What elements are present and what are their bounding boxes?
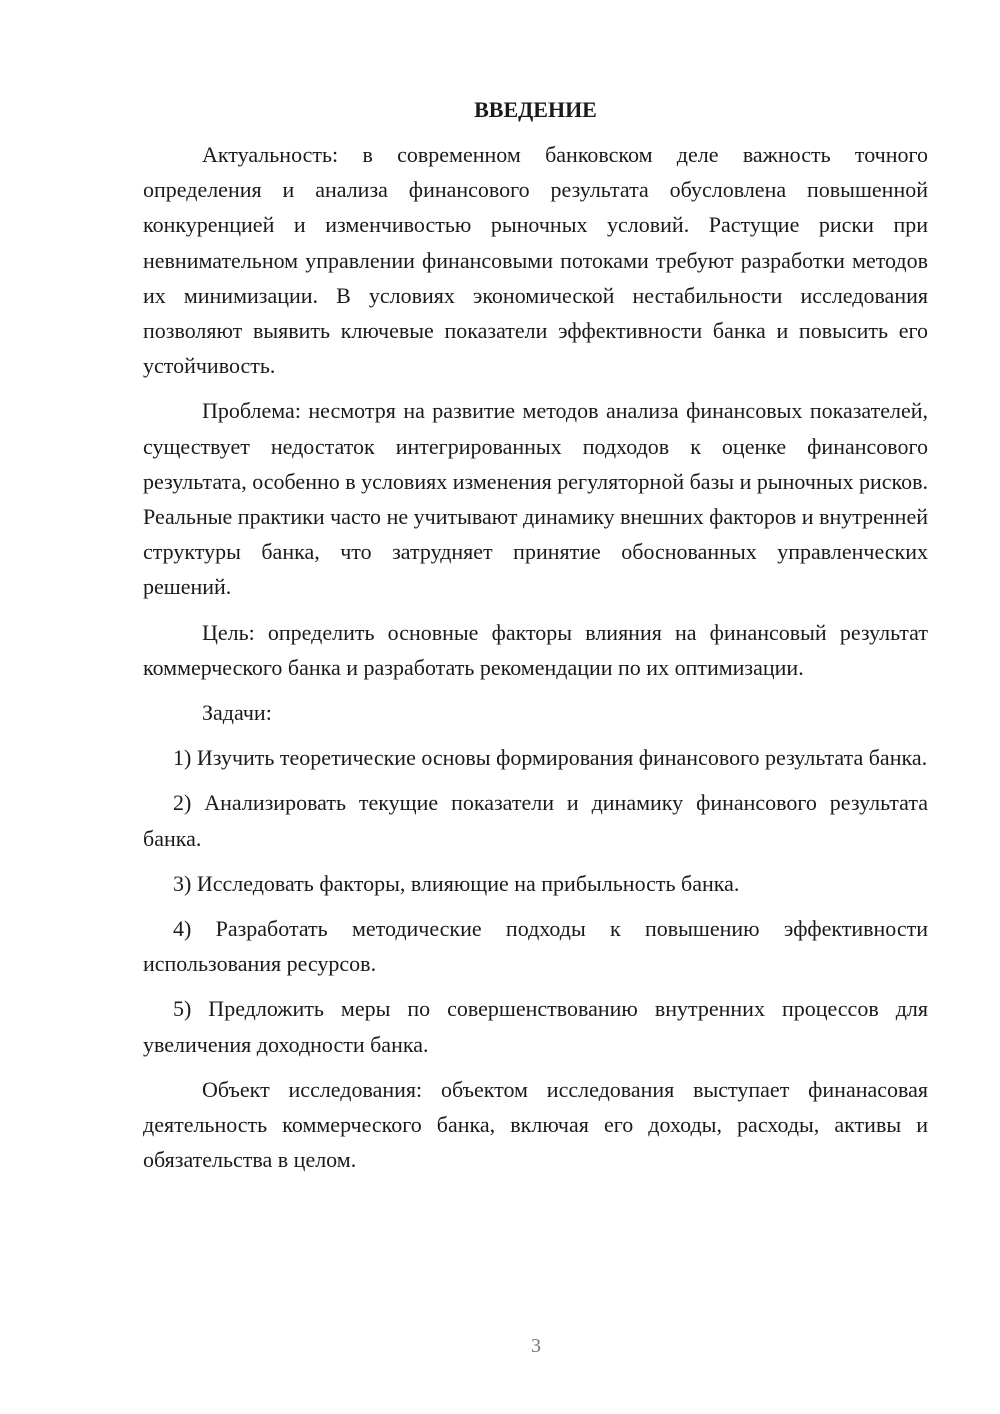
paragraph-relevance: Актуальность: в современном банковском деле важность точного определения и анализа финансового результата обусловлена повышенной конкуренцией и изменчивостью рыночных условий. Растущие риски при невнимательном управлении финансовыми потоками требуют разработки методов их минимизации. В условиях экономической нестабильности исследования позволяют выявить ключевые показатели эффективности банка и повысить его устойчивость. [143,142,928,379]
page-number: 3 [531,1335,541,1357]
section-heading: ВВЕДЕНИЕ [474,97,597,122]
paragraph-object: Объект исследования: объектом исследования выступает финанасовая деятельность коммерческого банка, включая его доходы, расходы, активы и обязательства в целом. [143,1076,928,1173]
paragraph-problem: Проблема: несмотря на развитие методов анализа финансовых показателей, существует недостаток интегрированных подходов к оценке финансового результата, особенно в условиях изменения регуляторной базы и рыночных рисков. Реальные практики часто не учитывают динамику внешних факторов и внутренней структуры банка, что затрудняет принятие обоснованных управленческих решений. [143,398,928,600]
task-item-5: 5) Предложить меры по совершенствованию внутренних процессов для увеличения доходности банка. [143,996,928,1057]
task-item-1: 1) Изучить теоретические основы формирования финансового результата банка. [173,745,928,771]
task-item-3: 3) Исследовать факторы, влияющие на прибыльность банка. [173,870,740,896]
task-item-4: 4) Разработать методические подходы к повышению эффективности использования ресурсов. [143,916,928,977]
paragraph-goal: Цель: определить основные факторы влияния на финансовый результат коммерческого банка и разработать рекомендации по их оптимизации. [143,619,928,680]
task-item-2: 2) Анализировать текущие показатели и динамику финансового результата банка. [143,790,928,851]
page-content [143,95,928,1187]
tasks-label: Задачи: [202,700,272,726]
